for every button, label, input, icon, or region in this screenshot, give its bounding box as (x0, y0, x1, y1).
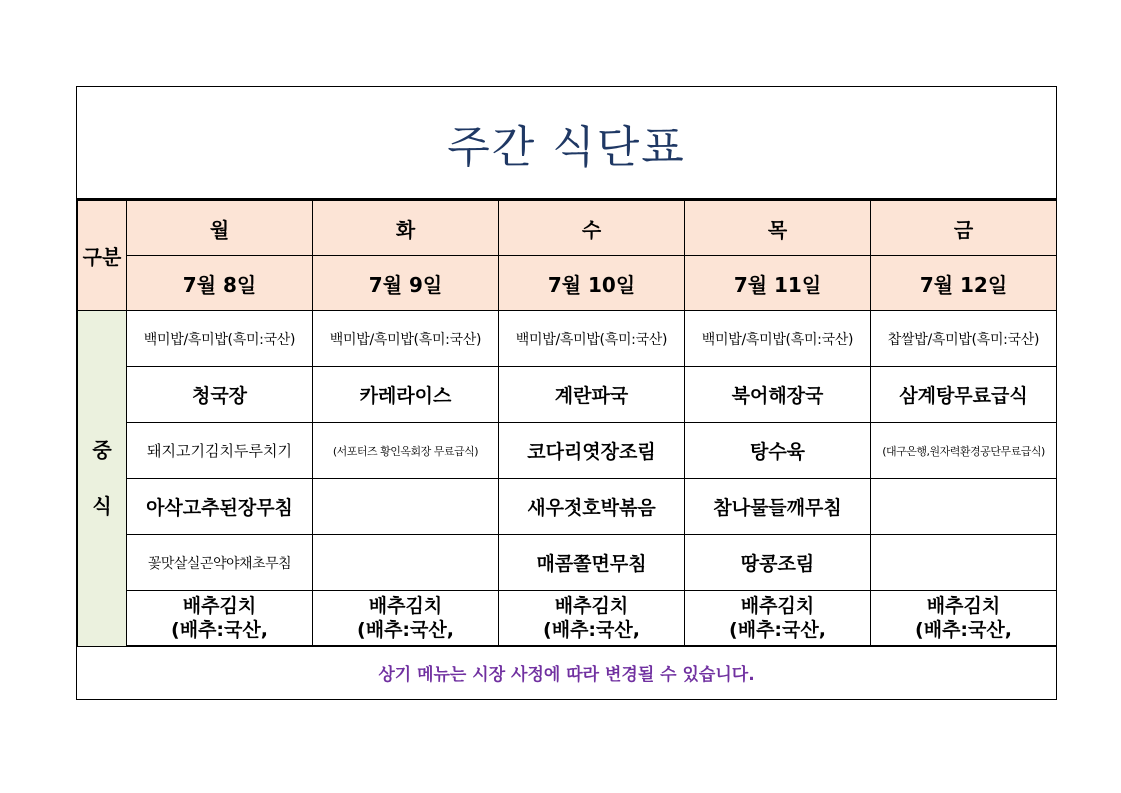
kimchi-name: 배추김치 (926, 595, 1001, 617)
kimchi-name: 배추김치 (182, 595, 257, 617)
menu-cell (313, 479, 499, 535)
kimchi-name: 배추김치 (740, 595, 815, 617)
menu-cell: 카레라이스 (313, 367, 499, 423)
date-header-mon: 7월 8일 (127, 256, 313, 311)
kimchi-origin: (배추:국산, (543, 619, 640, 641)
kimchi-origin: (배추:국산, (915, 619, 1012, 641)
day-header-fri: 금 (871, 201, 1057, 256)
kimchi-origin: (배추:국산, (171, 619, 268, 641)
menu-cell: 새우젓호박볶음 (499, 479, 685, 535)
menu-cell: 꽃맛살실곤약야채초무침 (127, 535, 313, 591)
date-row (78, 256, 1057, 311)
day-header-thu: 목 (685, 201, 871, 256)
notice-text: 상기 메뉴는 시장 사정에 따라 변경될 수 있습니다. (378, 665, 755, 685)
menu-cell-kimchi (499, 591, 685, 647)
page-title: 주간 식단표 (447, 121, 686, 173)
day-header-mon: 월 (127, 201, 313, 256)
menu-cell: 돼지고기김치두루치기 (127, 423, 313, 479)
menu-row-rice (78, 311, 1057, 367)
menu-cell: (대구은행,원자력환경공단무료급식) (871, 423, 1057, 479)
menu-cell: 매콤쫄면무침 (499, 535, 685, 591)
menu-row-side-1 (78, 479, 1057, 535)
menu-row-soup (78, 367, 1057, 423)
date-header-thu: 7월 11일 (685, 256, 871, 311)
menu-cell (871, 535, 1057, 591)
date-header-wed: 7월 10일 (499, 256, 685, 311)
day-header-wed: 수 (499, 201, 685, 256)
menu-cell-kimchi (313, 591, 499, 647)
menu-row-main (78, 423, 1057, 479)
menu-cell-kimchi (127, 591, 313, 647)
menu-cell: 땅콩조림 (685, 535, 871, 591)
menu-cell: 북어해장국 (685, 367, 871, 423)
weekly-menu-sheet (76, 86, 1057, 700)
day-row (78, 201, 1057, 256)
menu-cell: 삼계탕무료급식 (871, 367, 1057, 423)
category-header: 구분 (78, 201, 127, 311)
menu-cell: 백미밥/흑미밥(흑미:국산) (499, 311, 685, 367)
date-header-fri: 7월 12일 (871, 256, 1057, 311)
menu-cell: 계란파국 (499, 367, 685, 423)
date-header-tue: 7월 9일 (313, 256, 499, 311)
menu-cell-kimchi (871, 591, 1057, 647)
kimchi-name: 배추김치 (368, 595, 443, 617)
menu-cell (313, 535, 499, 591)
kimchi-origin: (배추:국산, (729, 619, 826, 641)
title-box (77, 87, 1056, 200)
menu-cell: 청국장 (127, 367, 313, 423)
menu-row-side-2 (78, 535, 1057, 591)
menu-cell: 백미밥/흑미밥(흑미:국산) (685, 311, 871, 367)
day-header-tue: 화 (313, 201, 499, 256)
menu-cell: 백미밥/흑미밥(흑미:국산) (313, 311, 499, 367)
menu-cell: 백미밥/흑미밥(흑미:국산) (127, 311, 313, 367)
meal-label-char-2: 식 (92, 494, 112, 519)
menu-cell: (서포터즈 황인옥회장 무료급식) (313, 423, 499, 479)
menu-cell (871, 479, 1057, 535)
menu-cell-kimchi (685, 591, 871, 647)
menu-cell: 아삭고추된장무침 (127, 479, 313, 535)
menu-row-kimchi (78, 591, 1057, 647)
menu-table (77, 200, 1057, 647)
meal-label-char-1: 중 (92, 438, 112, 463)
menu-cell: 참나물들깨무침 (685, 479, 871, 535)
kimchi-origin: (배추:국산, (357, 619, 454, 641)
menu-cell: 코다리엿장조림 (499, 423, 685, 479)
menu-cell: 찹쌀밥/흑미밥(흑미:국산) (871, 311, 1057, 367)
menu-cell: 탕수육 (685, 423, 871, 479)
kimchi-name: 배추김치 (554, 595, 629, 617)
meal-label-lunch (78, 311, 127, 647)
